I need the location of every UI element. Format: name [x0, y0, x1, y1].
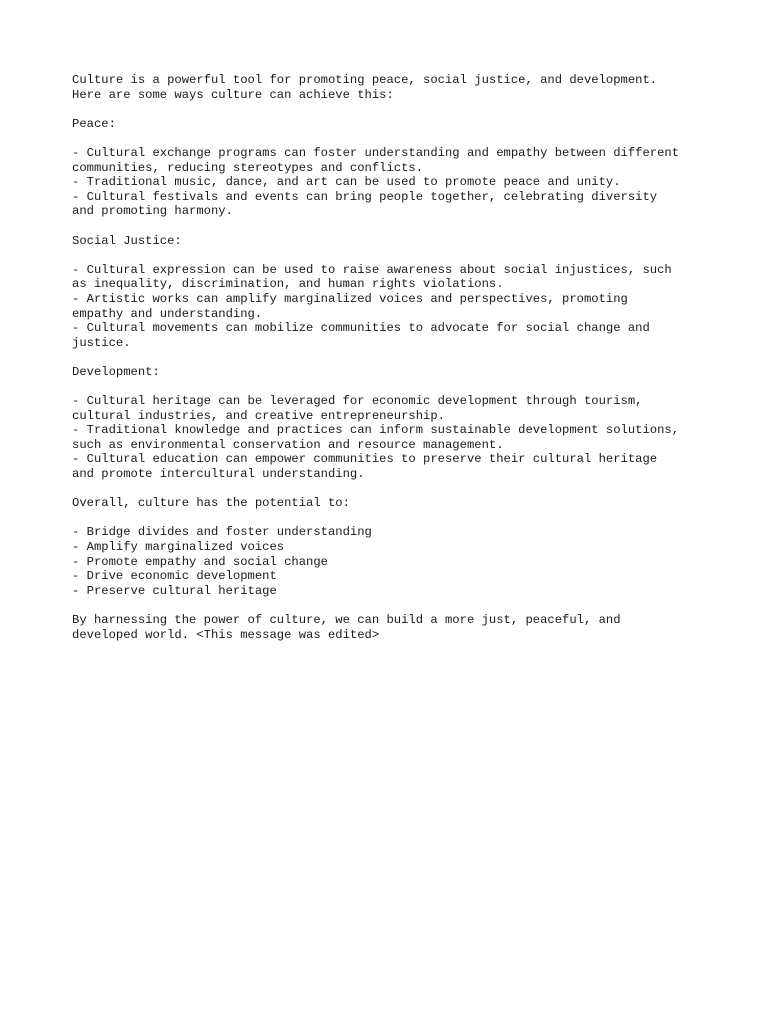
section-list-social-justice — [72, 263, 732, 351]
closing-line: By harnessing the power of culture, we can build a more just, peaceful, and — [72, 612, 621, 627]
document-body — [72, 73, 732, 642]
list-item-continuation: as inequality, discrimination, and human rights violations. — [72, 277, 504, 292]
summary-item: - Preserve cultural heritage — [72, 583, 277, 598]
list-item-continuation: empathy and understanding. — [72, 306, 263, 321]
list-item-continuation: such as environmental conservation and resource management. — [72, 437, 504, 452]
list-item-continuation: communities, reducing stereotypes and conflicts. — [72, 160, 424, 175]
closing-paragraph — [72, 613, 732, 642]
list-item-continuation: and promote intercultural understanding. — [72, 467, 365, 482]
summary-item: - Amplify marginalized voices — [72, 540, 285, 554]
list-item: - Cultural education can empower communities to preserve their cultural heritage — [72, 452, 658, 467]
summary-item: - Promote empathy and social change — [72, 554, 328, 569]
section-heading-social-justice: Social Justice: — [72, 233, 182, 248]
section-list-peace — [72, 146, 732, 219]
list-item: - Traditional knowledge and practices can inform sustainable development solutions, — [72, 423, 680, 438]
section-heading-development: Development: — [72, 364, 160, 379]
list-item: - Traditional music, dance, and art can be used to promote peace and unity. — [72, 175, 621, 190]
summary-list — [72, 525, 732, 598]
section-list-development — [72, 394, 732, 482]
list-item-continuation: and promoting harmony. — [72, 204, 233, 219]
list-item-continuation: justice. — [72, 335, 131, 350]
list-item: - Cultural expression can be used to raise awareness about social injustices, such — [72, 262, 672, 277]
list-item: - Artistic works can amplify marginalized voices and perspectives, promoting — [72, 291, 628, 306]
intro-paragraph — [72, 73, 732, 102]
summary-item: - Drive economic development — [72, 569, 277, 584]
summary-item: - Bridge divides and foster understanding — [72, 525, 372, 540]
list-item: - Cultural heritage can be leveraged for economic development through tourism, — [72, 394, 643, 409]
intro-line: Culture is a powerful tool for promoting peace, social justice, and development. — [72, 73, 658, 87]
closing-line: developed world. <This message was edited> — [72, 627, 380, 642]
summary-heading: Overall, culture has the potential to: — [72, 496, 350, 511]
list-item: - Cultural exchange programs can foster understanding and empathy between different — [72, 145, 680, 160]
intro-line: Here are some ways culture can achieve this: — [72, 87, 394, 102]
section-heading-peace: Peace: — [72, 116, 116, 131]
list-item-continuation: cultural industries, and creative entrepreneurship. — [72, 408, 445, 423]
list-item: - Cultural movements can mobilize communities to advocate for social change and — [72, 321, 650, 336]
list-item: - Cultural festivals and events can bring people together, celebrating diversity — [72, 189, 658, 204]
